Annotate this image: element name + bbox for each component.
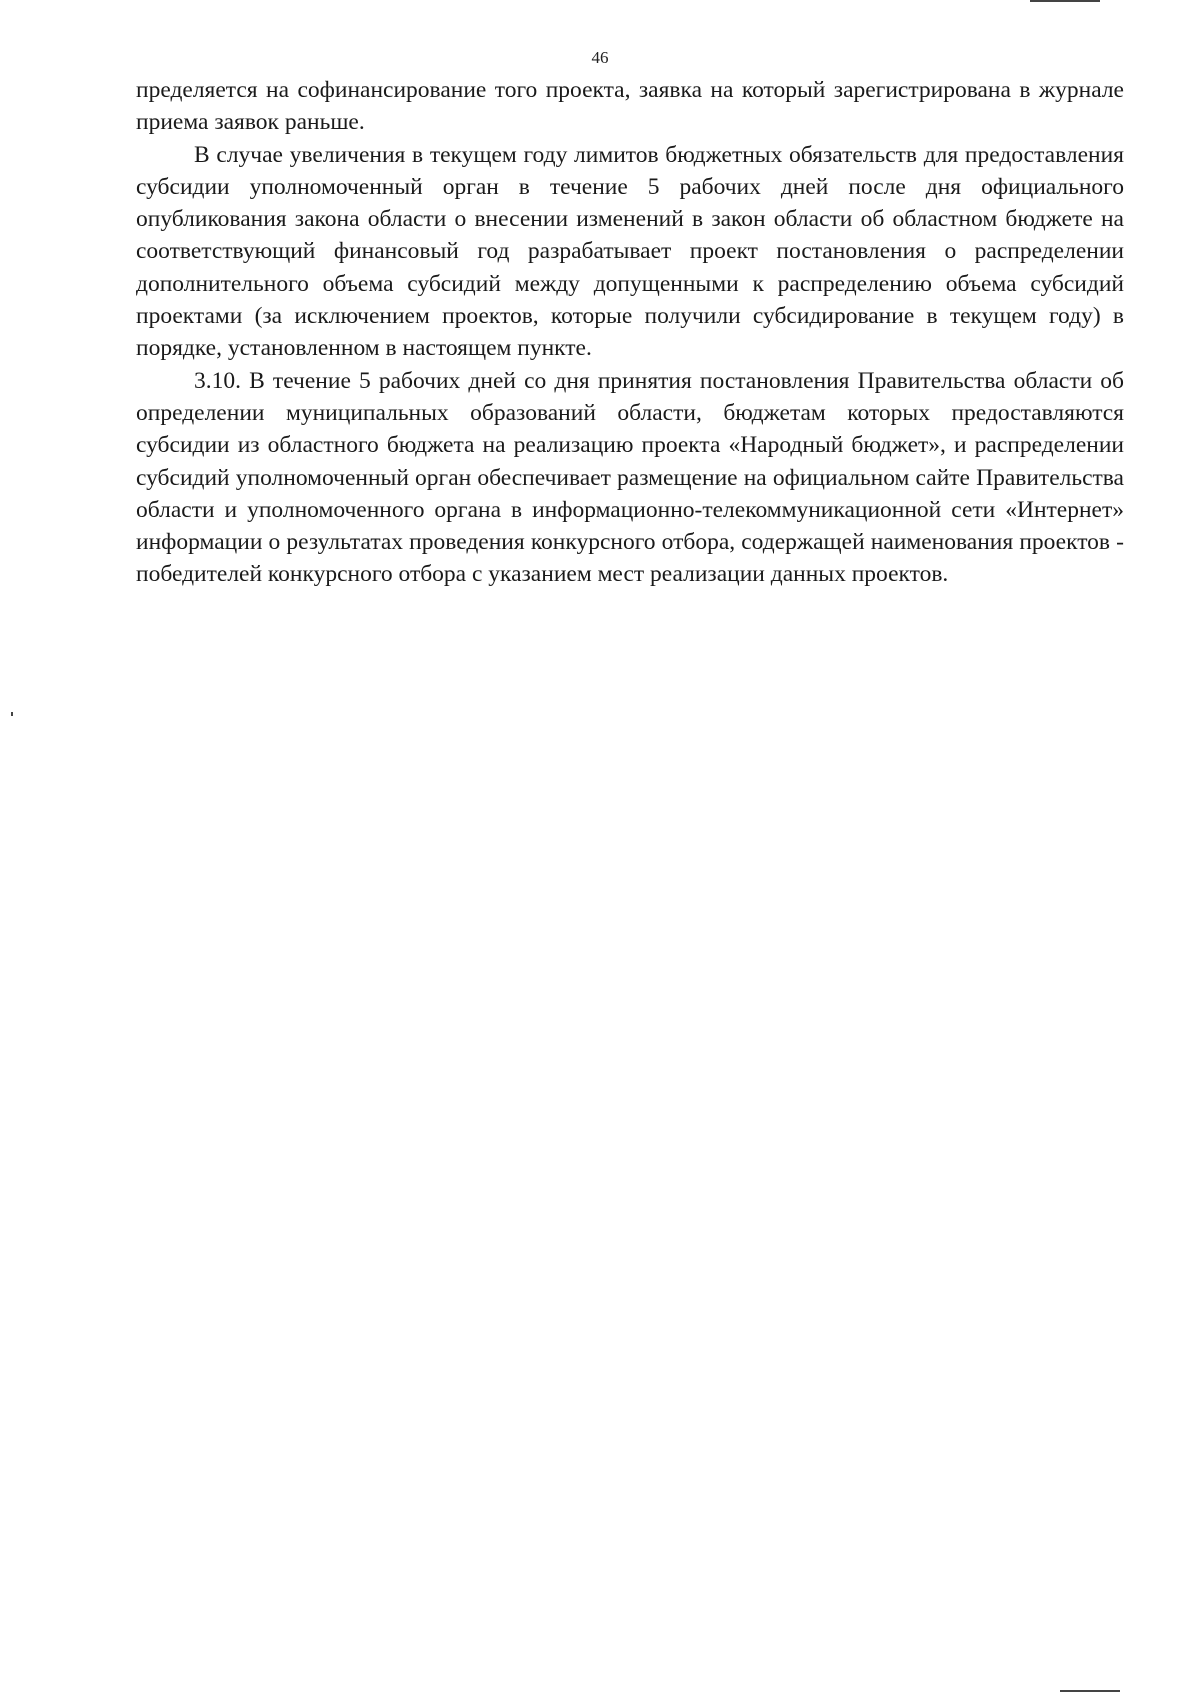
page-number: 46 bbox=[591, 48, 609, 67]
document-body bbox=[136, 74, 1124, 591]
scan-artifact-bottom bbox=[1060, 1690, 1120, 1692]
paragraph-3-10: 3.10. В течение 5 рабочих дней со дня принятия постановления Правительства области об определении муниципальных образований области, бюджетам которых предоставляются субсидии из областного бюджета на реализацию проекта «Народный бюджет», и распределении субсидий уполномоченный орган обеспечивает размещение на официальном сайте Правительства области и уполномоченного органа в информационно-телекоммуникационной сети «Интернет» информации о результатах проведения конкурсного отбора, содержащей наименования проектов - победителей конкурсного отбора с указанием мест реализации данных проектов. bbox=[136, 367, 1124, 588]
paragraph-continuation: пределяется на софинансирование того проекта, заявка на который зарегистрирована в журнале приема заявок раньше. bbox=[136, 77, 1124, 136]
scan-artifact-top bbox=[1030, 0, 1100, 2]
paragraph-budget-increase: В случае увеличения в текущем году лимитов бюджетных обязательств для предоставления субсидии уполномоченный орган в течение 5 рабочих дней после дня официального опубликования закона области о внесении изменений в закон области об областном бюджете на соответствующий финансовый год разрабатывает проект постановления о распределении дополнительного объема субсидий между допущенными к распределению объема субсидий проектами (за исключением проектов, которые получили субсидирование в текущем году) в порядке, установленном в настоящем пункте. bbox=[136, 141, 1124, 362]
scan-artifact-left bbox=[11, 712, 13, 716]
